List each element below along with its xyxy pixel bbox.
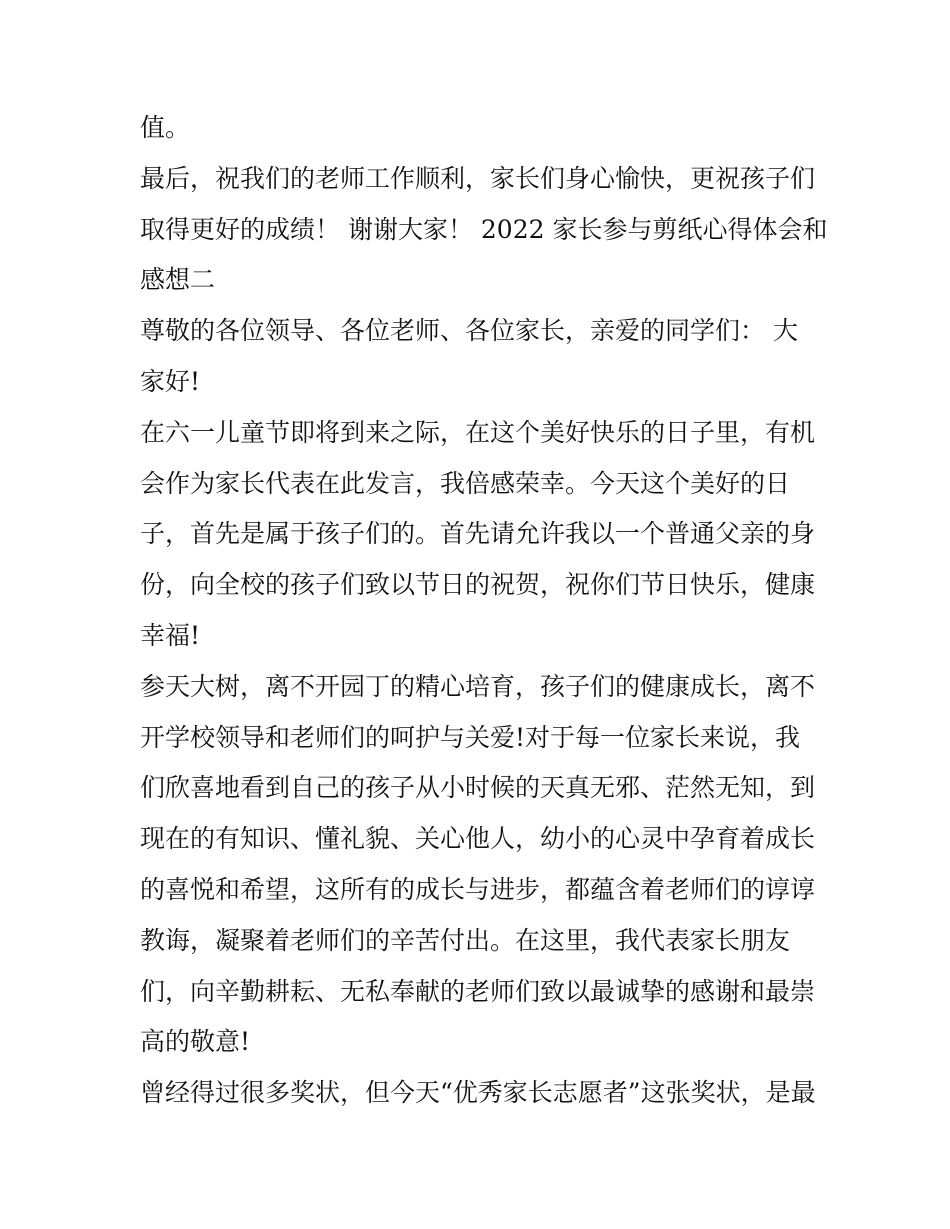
text-line: 曾经得过很多奖状，但今天“优秀家长志愿者”这张奖状，是最 <box>140 1078 816 1108</box>
text-line: 开学校领导和老师们的呵护与关爱!对于每一位家长来说，我 <box>140 722 801 752</box>
document-body <box>140 103 828 1119</box>
text-line: 的喜悦和希望，这所有的成长与进步，都蕴含着老师们的谆谆 <box>140 874 816 904</box>
text-line: 取得更好的成绩！ 谢谢大家！ 2022 家长参与剪纸心得体会和 <box>140 214 828 244</box>
text-line: 份，向全校的孩子们致以节日的祝贺，祝你们节日快乐，健康 <box>140 570 816 600</box>
text-line: 值。 <box>140 113 191 142</box>
text-line: 教诲，凝聚着老师们的辛苦付出。在这里，我代表家长朋友 <box>140 925 791 955</box>
text-line: 会作为家长代表在此发言，我倍感荣幸。今天这个美好的日 <box>140 468 791 498</box>
text-line: 高的敬意! <box>140 1027 251 1057</box>
text-line: 们欣喜地看到自己的孩子从小时候的天真无邪、茫然无知，到 <box>140 773 816 803</box>
text-line: 在六一儿童节即将到来之际，在这个美好快乐的日子里，有机 <box>140 417 816 447</box>
text-line: 参天大树，离不开园丁的精心培育，孩子们的健康成长，离不 <box>140 671 816 701</box>
text-line: 家好! <box>140 366 201 396</box>
text-line: 们，向辛勤耕耘、无私奉献的老师们致以最诚挚的感谢和最崇 <box>140 976 816 1006</box>
text-line: 幸福! <box>140 620 201 650</box>
text-line: 最后，祝我们的老师工作顺利，家长们身心愉快，更祝孩子们 <box>140 163 816 193</box>
text-line: 现在的有知识、懂礼貌、关心他人，幼小的心灵中孕育着成长 <box>140 824 816 854</box>
text-line: 子，首先是属于孩子们的。首先请允许我以一个普通父亲的身 <box>140 519 816 549</box>
text-line: 尊敬的各位领导、各位老师、各位家长，亲爱的同学们： 大 <box>140 316 798 346</box>
text-line: 感想二 <box>140 265 216 295</box>
